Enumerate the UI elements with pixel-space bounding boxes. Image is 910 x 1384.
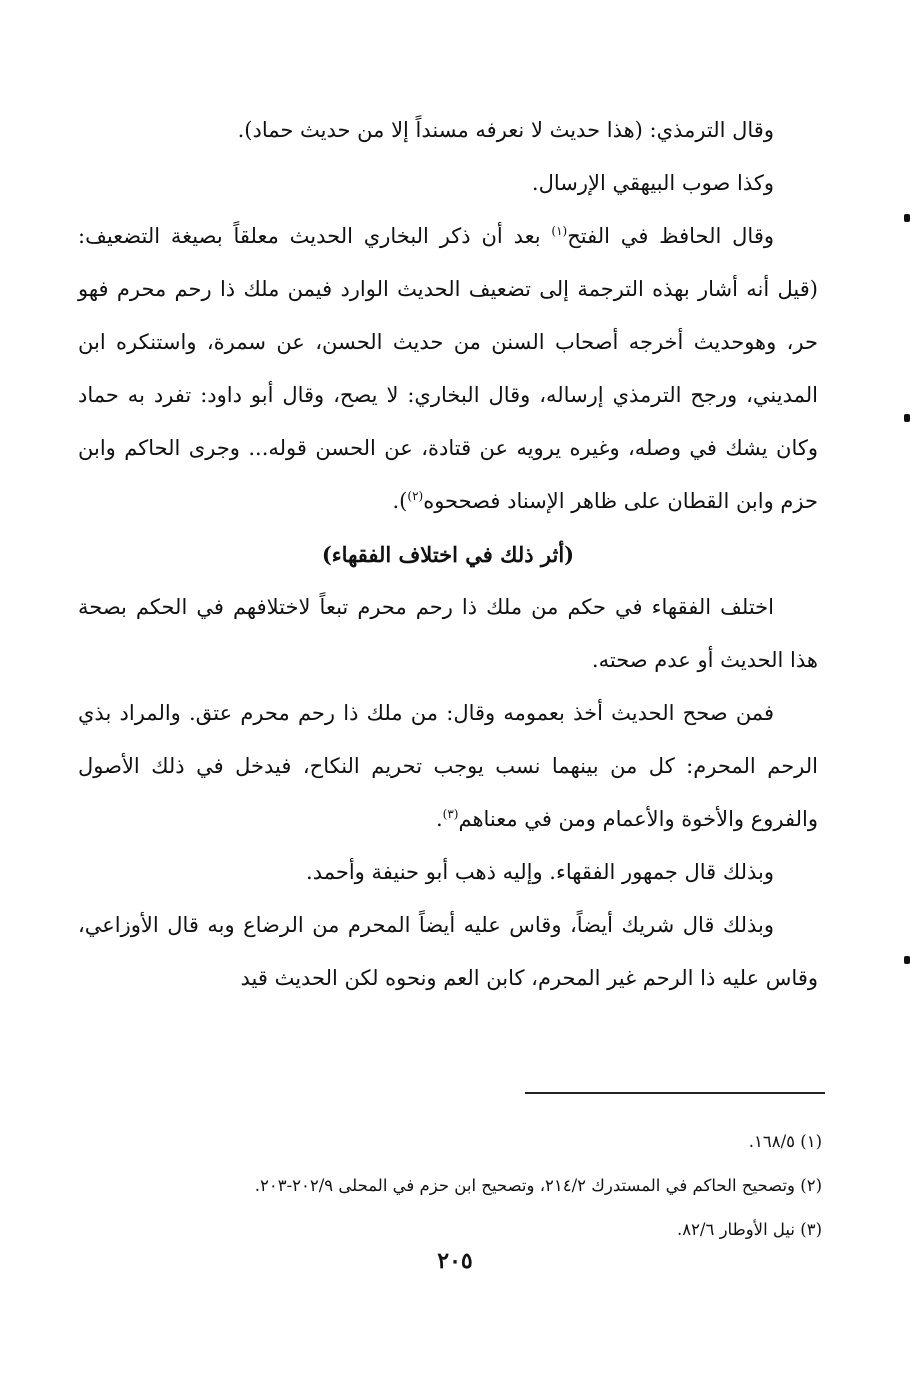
paragraph-tirmidhi: وقال الترمذي: (هذا حديث لا نعرفه مسنداً إلا من حديث حماد). — [237, 118, 774, 142]
paragraph-bayhaqi: وكذا صوب البيهقي الإرسال. — [531, 171, 774, 195]
margin-mark — [904, 414, 910, 422]
page-number: ٢٠٥ — [437, 1248, 473, 1274]
footnote-ref-2: (٢) — [407, 489, 424, 503]
footnote-2: (٢) وتصحيح الحاكم في المستدرك ٢١٤/٢، وتصحيح ابن حزم في المحلى ٢٠٢/٩-٢٠٣. — [254, 1176, 822, 1195]
footnote-1: (١) ١٦٨/٥. — [748, 1132, 822, 1151]
paragraph-disagreement: اختلف الفقهاء في حكم من ملك ذا رحم محرم تبعاً لاختلافهم في الحكم بصحة هذا الحديث أو عدم صحته. — [78, 595, 818, 672]
footnote-ref-3: (٣) — [442, 807, 459, 821]
authenticators-text: فمن صحح الحديث أخذ بعمومه وقال: من ملك ذا رحم محرم عتق. والمراد بذي الرحم المحرم: كل من بينهما نسب يوجب تحريم النكاح، فيدخل في ذلك الأصول والفروع والأخوة والأعمام ومن في معناهم — [78, 701, 818, 831]
paragraph-authenticators — [78, 687, 818, 846]
footnote-3: (٣) نيل الأوطار ٨٢/٦. — [676, 1220, 822, 1239]
margin-mark — [904, 214, 910, 222]
paragraph-sharik: وبذلك قال شريك أيضاً، وقاس عليه أيضاً المحرم من الرضاع وبه قال الأوزاعي، وقاس عليه ذا الرحم غير المحرم، كابن العم ونحوه لكن الحديث قيد — [78, 913, 818, 990]
paragraph-hafiz-quote — [78, 210, 818, 528]
authenticators-end: . — [435, 807, 443, 831]
quote-end: ). — [392, 489, 408, 513]
quote-intro: وقال الحافظ في الفتح — [567, 224, 775, 248]
section-heading: (أثر ذلك في اختلاف الفقهاء) — [321, 542, 575, 567]
main-text — [78, 104, 818, 1005]
footnote-ref-1: (١) — [551, 224, 568, 238]
footnote-divider — [525, 1092, 825, 1094]
paragraph-majority: وبذلك قال جمهور الفقهاء. وإليه ذهب أبو حنيفة وأحمد. — [306, 860, 774, 884]
margin-mark — [904, 956, 910, 964]
quote-body: بعد أن ذكر البخاري الحديث معلقاً بصيغة التضعيف: (قيل أنه أشار بهذه الترجمة إلى تضعيف الحديث الوارد فيمن ملك ذا رحم محرم فهو حر، وهوحديث أخرجه أصحاب السنن من حديث الحسن، عن سمرة، واستنكره ابن المديني، ورجح الترمذي إرساله، وقال البخاري: لا يصح، وقال أبو داود: تفرد به حماد وكان يشك في وصله، وغيره يرويه عن قتادة، عن الحسن قوله... وجرى الحاكم وابن حزم وابن القطان على ظاهر الإسناد فصححوه — [78, 224, 818, 513]
footnotes — [60, 1120, 822, 1252]
